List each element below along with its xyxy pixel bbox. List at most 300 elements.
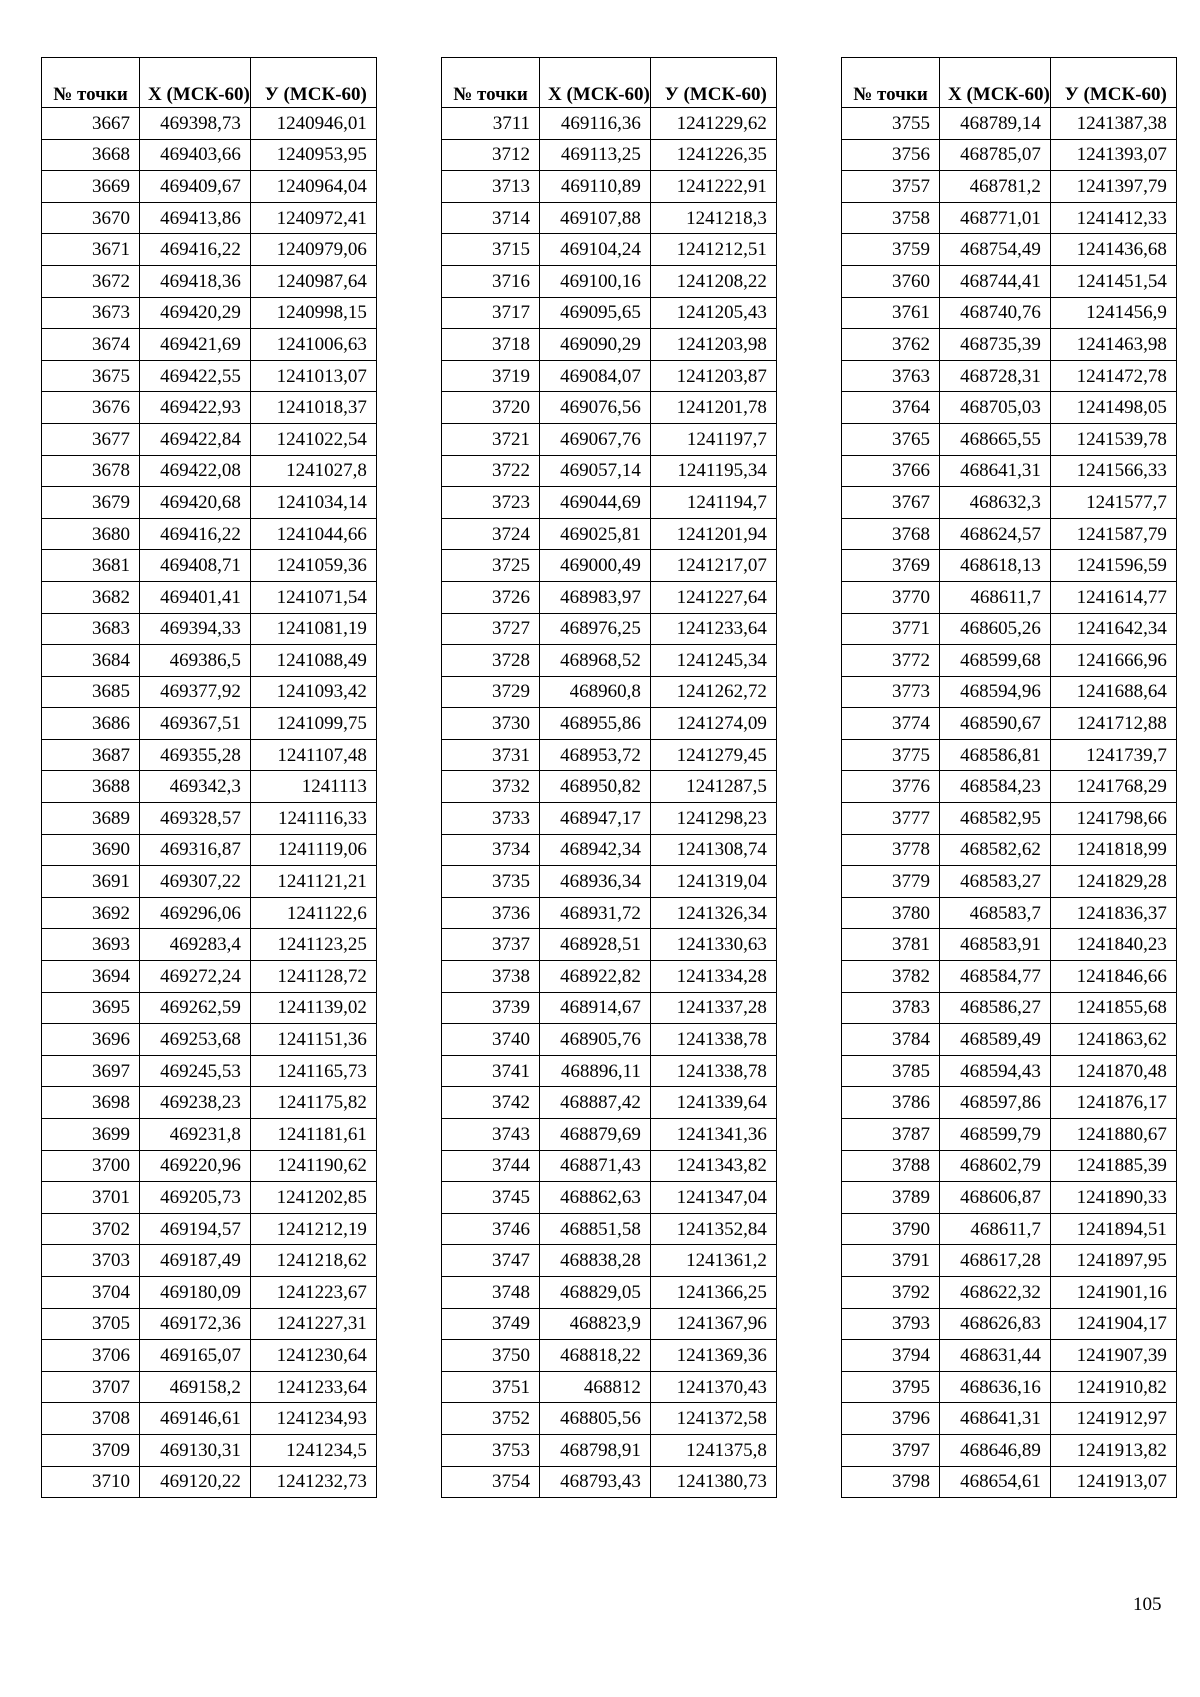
table-row bbox=[842, 803, 1177, 835]
y-coordinate-cell: 1241226,35 bbox=[650, 139, 776, 171]
point-number-cell: 3680 bbox=[42, 518, 140, 550]
y-coordinate-cell: 1241181,61 bbox=[250, 1119, 376, 1151]
y-coordinate-cell: 1240953,95 bbox=[250, 139, 376, 171]
x-coordinate-cell: 468617,28 bbox=[940, 1245, 1051, 1277]
y-coordinate-cell: 1241212,51 bbox=[650, 234, 776, 266]
table-row bbox=[42, 929, 377, 961]
y-coordinate-cell: 1241099,75 bbox=[250, 708, 376, 740]
header-x: Х (МСК-60) bbox=[140, 58, 251, 108]
header-point-number: № точки bbox=[442, 58, 540, 108]
x-coordinate-cell: 469262,59 bbox=[140, 992, 251, 1024]
y-coordinate-cell: 1241234,5 bbox=[250, 1434, 376, 1466]
table-row bbox=[442, 1466, 777, 1498]
y-coordinate-cell: 1241279,45 bbox=[650, 739, 776, 771]
point-number-cell: 3716 bbox=[442, 265, 540, 297]
y-coordinate-cell: 1241890,33 bbox=[1050, 1182, 1176, 1214]
table-row bbox=[42, 676, 377, 708]
point-number-cell: 3772 bbox=[842, 645, 940, 677]
point-number-cell: 3693 bbox=[42, 929, 140, 961]
point-number-cell: 3745 bbox=[442, 1182, 540, 1214]
x-coordinate-cell: 469116,36 bbox=[540, 108, 651, 140]
x-coordinate-cell: 469416,22 bbox=[140, 518, 251, 550]
x-coordinate-cell: 468611,7 bbox=[940, 1213, 1051, 1245]
y-coordinate-cell: 1241412,33 bbox=[1050, 202, 1176, 234]
x-coordinate-cell: 468622,32 bbox=[940, 1276, 1051, 1308]
table-row bbox=[42, 487, 377, 519]
point-number-cell: 3714 bbox=[442, 202, 540, 234]
point-number-cell: 3729 bbox=[442, 676, 540, 708]
table-row bbox=[42, 234, 377, 266]
point-number-cell: 3766 bbox=[842, 455, 940, 487]
point-number-cell: 3796 bbox=[842, 1403, 940, 1435]
point-number-cell: 3705 bbox=[42, 1308, 140, 1340]
table-row bbox=[42, 961, 377, 993]
point-number-cell: 3688 bbox=[42, 771, 140, 803]
table-row bbox=[442, 171, 777, 203]
point-number-cell: 3678 bbox=[42, 455, 140, 487]
x-coordinate-cell: 469328,57 bbox=[140, 803, 251, 835]
x-coordinate-cell: 468922,82 bbox=[540, 961, 651, 993]
y-coordinate-cell: 1241587,79 bbox=[1050, 518, 1176, 550]
x-coordinate-cell: 468960,8 bbox=[540, 676, 651, 708]
y-coordinate-cell: 1241880,67 bbox=[1050, 1119, 1176, 1151]
table-row bbox=[842, 360, 1177, 392]
table-row bbox=[842, 708, 1177, 740]
point-number-cell: 3706 bbox=[42, 1340, 140, 1372]
y-coordinate-cell: 1241798,66 bbox=[1050, 803, 1176, 835]
table-row bbox=[842, 487, 1177, 519]
x-coordinate-cell: 468626,83 bbox=[940, 1308, 1051, 1340]
table-row bbox=[442, 866, 777, 898]
y-coordinate-cell: 1241233,64 bbox=[250, 1371, 376, 1403]
point-number-cell: 3762 bbox=[842, 329, 940, 361]
x-coordinate-cell: 468818,22 bbox=[540, 1340, 651, 1372]
x-coordinate-cell: 468606,87 bbox=[940, 1182, 1051, 1214]
y-coordinate-cell: 1241338,78 bbox=[650, 1055, 776, 1087]
x-coordinate-cell: 468793,43 bbox=[540, 1466, 651, 1498]
point-number-cell: 3703 bbox=[42, 1245, 140, 1277]
x-coordinate-cell: 469194,57 bbox=[140, 1213, 251, 1245]
table-row bbox=[842, 1245, 1177, 1277]
table-row bbox=[442, 613, 777, 645]
point-number-cell: 3691 bbox=[42, 866, 140, 898]
y-coordinate-cell: 1241233,64 bbox=[650, 613, 776, 645]
y-coordinate-cell: 1241059,36 bbox=[250, 550, 376, 582]
x-coordinate-cell: 469416,22 bbox=[140, 234, 251, 266]
y-coordinate-cell: 1241107,48 bbox=[250, 739, 376, 771]
table-row bbox=[842, 1308, 1177, 1340]
table-row bbox=[442, 1213, 777, 1245]
x-coordinate-cell: 468599,68 bbox=[940, 645, 1051, 677]
y-coordinate-cell: 1241339,64 bbox=[650, 1087, 776, 1119]
y-coordinate-cell: 1241227,64 bbox=[650, 581, 776, 613]
x-coordinate-cell: 468754,49 bbox=[940, 234, 1051, 266]
y-coordinate-cell: 1241712,88 bbox=[1050, 708, 1176, 740]
table-row bbox=[842, 771, 1177, 803]
y-coordinate-cell: 1241113 bbox=[250, 771, 376, 803]
table-row bbox=[842, 1024, 1177, 1056]
point-number-cell: 3668 bbox=[42, 139, 140, 171]
table-row bbox=[42, 992, 377, 1024]
table-row bbox=[42, 1466, 377, 1498]
point-number-cell: 3710 bbox=[42, 1466, 140, 1498]
point-number-cell: 3728 bbox=[442, 645, 540, 677]
x-coordinate-cell: 469253,68 bbox=[140, 1024, 251, 1056]
x-coordinate-cell: 468950,82 bbox=[540, 771, 651, 803]
x-coordinate-cell: 468914,67 bbox=[540, 992, 651, 1024]
y-coordinate-cell: 1241907,39 bbox=[1050, 1340, 1176, 1372]
x-coordinate-cell: 468798,91 bbox=[540, 1434, 651, 1466]
table-row bbox=[442, 1245, 777, 1277]
y-coordinate-cell: 1241596,59 bbox=[1050, 550, 1176, 582]
y-coordinate-cell: 1241195,34 bbox=[650, 455, 776, 487]
table-row bbox=[842, 866, 1177, 898]
y-coordinate-cell: 1241201,78 bbox=[650, 392, 776, 424]
y-coordinate-cell: 1241829,28 bbox=[1050, 866, 1176, 898]
header-row bbox=[842, 58, 1177, 108]
table-row bbox=[842, 423, 1177, 455]
x-coordinate-cell: 469408,71 bbox=[140, 550, 251, 582]
x-coordinate-cell: 468862,63 bbox=[540, 1182, 651, 1214]
x-coordinate-cell: 468942,34 bbox=[540, 834, 651, 866]
x-coordinate-cell: 468896,11 bbox=[540, 1055, 651, 1087]
point-number-cell: 3771 bbox=[842, 613, 940, 645]
table-row bbox=[842, 202, 1177, 234]
table-row bbox=[842, 834, 1177, 866]
table-row bbox=[842, 1119, 1177, 1151]
point-number-cell: 3712 bbox=[442, 139, 540, 171]
x-coordinate-cell: 469165,07 bbox=[140, 1340, 251, 1372]
y-coordinate-cell: 1241116,33 bbox=[250, 803, 376, 835]
table-row bbox=[842, 297, 1177, 329]
table-row bbox=[842, 171, 1177, 203]
x-coordinate-cell: 469420,29 bbox=[140, 297, 251, 329]
point-number-cell: 3670 bbox=[42, 202, 140, 234]
x-coordinate-cell: 468812 bbox=[540, 1371, 651, 1403]
table-row bbox=[442, 676, 777, 708]
table-row bbox=[42, 1276, 377, 1308]
x-coordinate-cell: 468594,96 bbox=[940, 676, 1051, 708]
y-coordinate-cell: 1241319,04 bbox=[650, 866, 776, 898]
point-number-cell: 3746 bbox=[442, 1213, 540, 1245]
point-number-cell: 3765 bbox=[842, 423, 940, 455]
y-coordinate-cell: 1241688,64 bbox=[1050, 676, 1176, 708]
y-coordinate-cell: 1241846,66 bbox=[1050, 961, 1176, 993]
y-coordinate-cell: 1241197,7 bbox=[650, 423, 776, 455]
table-row bbox=[442, 581, 777, 613]
x-coordinate-cell: 469205,73 bbox=[140, 1182, 251, 1214]
y-coordinate-cell: 1241739,7 bbox=[1050, 739, 1176, 771]
coordinates-table-1 bbox=[41, 57, 377, 1498]
x-coordinate-cell: 469113,25 bbox=[540, 139, 651, 171]
y-coordinate-cell: 1240987,64 bbox=[250, 265, 376, 297]
table-row bbox=[842, 392, 1177, 424]
y-coordinate-cell: 1241855,68 bbox=[1050, 992, 1176, 1024]
x-coordinate-cell: 468931,72 bbox=[540, 897, 651, 929]
y-coordinate-cell: 1241338,78 bbox=[650, 1024, 776, 1056]
point-number-cell: 3742 bbox=[442, 1087, 540, 1119]
x-coordinate-cell: 468735,39 bbox=[940, 329, 1051, 361]
point-number-cell: 3674 bbox=[42, 329, 140, 361]
x-coordinate-cell: 468646,89 bbox=[940, 1434, 1051, 1466]
table-row bbox=[42, 265, 377, 297]
x-coordinate-cell: 469095,65 bbox=[540, 297, 651, 329]
y-coordinate-cell: 1241022,54 bbox=[250, 423, 376, 455]
x-coordinate-cell: 469158,2 bbox=[140, 1371, 251, 1403]
table-row bbox=[42, 1119, 377, 1151]
y-coordinate-cell: 1241768,29 bbox=[1050, 771, 1176, 803]
x-coordinate-cell: 468838,28 bbox=[540, 1245, 651, 1277]
table-row bbox=[42, 392, 377, 424]
point-number-cell: 3719 bbox=[442, 360, 540, 392]
table-row bbox=[842, 1055, 1177, 1087]
x-coordinate-cell: 468641,31 bbox=[940, 1403, 1051, 1435]
table-row bbox=[42, 171, 377, 203]
point-number-cell: 3738 bbox=[442, 961, 540, 993]
point-number-cell: 3759 bbox=[842, 234, 940, 266]
table-row bbox=[842, 1371, 1177, 1403]
point-number-cell: 3690 bbox=[42, 834, 140, 866]
point-number-cell: 3767 bbox=[842, 487, 940, 519]
x-coordinate-cell: 468590,67 bbox=[940, 708, 1051, 740]
y-coordinate-cell: 1241472,78 bbox=[1050, 360, 1176, 392]
point-number-cell: 3730 bbox=[442, 708, 540, 740]
x-coordinate-cell: 468781,2 bbox=[940, 171, 1051, 203]
y-coordinate-cell: 1241840,23 bbox=[1050, 929, 1176, 961]
table-row bbox=[442, 961, 777, 993]
table-row bbox=[42, 550, 377, 582]
table-row bbox=[42, 1055, 377, 1087]
point-number-cell: 3753 bbox=[442, 1434, 540, 1466]
y-coordinate-cell: 1241380,73 bbox=[650, 1466, 776, 1498]
table-row bbox=[42, 897, 377, 929]
table-row bbox=[42, 360, 377, 392]
y-coordinate-cell: 1241334,28 bbox=[650, 961, 776, 993]
point-number-cell: 3782 bbox=[842, 961, 940, 993]
y-coordinate-cell: 1241372,58 bbox=[650, 1403, 776, 1435]
x-coordinate-cell: 468618,13 bbox=[940, 550, 1051, 582]
table-row bbox=[842, 645, 1177, 677]
point-number-cell: 3740 bbox=[442, 1024, 540, 1056]
point-number-cell: 3750 bbox=[442, 1340, 540, 1372]
y-coordinate-cell: 1241614,77 bbox=[1050, 581, 1176, 613]
y-coordinate-cell: 1241870,48 bbox=[1050, 1055, 1176, 1087]
x-coordinate-cell: 468583,27 bbox=[940, 866, 1051, 898]
y-coordinate-cell: 1241577,7 bbox=[1050, 487, 1176, 519]
point-number-cell: 3743 bbox=[442, 1119, 540, 1151]
y-coordinate-cell: 1241205,43 bbox=[650, 297, 776, 329]
table-row bbox=[442, 1024, 777, 1056]
x-coordinate-cell: 468584,23 bbox=[940, 771, 1051, 803]
table-row bbox=[442, 834, 777, 866]
point-number-cell: 3747 bbox=[442, 1245, 540, 1277]
x-coordinate-cell: 469422,84 bbox=[140, 423, 251, 455]
y-coordinate-cell: 1241901,16 bbox=[1050, 1276, 1176, 1308]
table-row bbox=[842, 265, 1177, 297]
point-number-cell: 3776 bbox=[842, 771, 940, 803]
x-coordinate-cell: 468641,31 bbox=[940, 455, 1051, 487]
x-coordinate-cell: 468851,58 bbox=[540, 1213, 651, 1245]
header-point-number: № точки bbox=[842, 58, 940, 108]
y-coordinate-cell: 1241341,36 bbox=[650, 1119, 776, 1151]
point-number-cell: 3708 bbox=[42, 1403, 140, 1435]
table-row bbox=[842, 992, 1177, 1024]
table-row bbox=[42, 1434, 377, 1466]
table-row bbox=[442, 108, 777, 140]
point-number-cell: 3722 bbox=[442, 455, 540, 487]
table-row bbox=[42, 1150, 377, 1182]
x-coordinate-cell: 469000,49 bbox=[540, 550, 651, 582]
y-coordinate-cell: 1241361,2 bbox=[650, 1245, 776, 1277]
table-row bbox=[842, 897, 1177, 929]
table-row bbox=[42, 1308, 377, 1340]
table-row bbox=[42, 708, 377, 740]
table-row bbox=[442, 234, 777, 266]
point-number-cell: 3769 bbox=[842, 550, 940, 582]
y-coordinate-cell: 1241330,63 bbox=[650, 929, 776, 961]
x-coordinate-cell: 468829,05 bbox=[540, 1276, 651, 1308]
y-coordinate-cell: 1241093,42 bbox=[250, 676, 376, 708]
y-coordinate-cell: 1241202,85 bbox=[250, 1182, 376, 1214]
point-number-cell: 3761 bbox=[842, 297, 940, 329]
table-row bbox=[842, 1150, 1177, 1182]
x-coordinate-cell: 469413,86 bbox=[140, 202, 251, 234]
point-number-cell: 3798 bbox=[842, 1466, 940, 1498]
coordinates-table-3 bbox=[841, 57, 1177, 1498]
y-coordinate-cell: 1241139,02 bbox=[250, 992, 376, 1024]
x-coordinate-cell: 468611,7 bbox=[940, 581, 1051, 613]
table-row bbox=[442, 1308, 777, 1340]
x-coordinate-cell: 469401,41 bbox=[140, 581, 251, 613]
x-coordinate-cell: 468771,01 bbox=[940, 202, 1051, 234]
y-coordinate-cell: 1241397,79 bbox=[1050, 171, 1176, 203]
point-number-cell: 3792 bbox=[842, 1276, 940, 1308]
y-coordinate-cell: 1241006,63 bbox=[250, 329, 376, 361]
x-coordinate-cell: 468928,51 bbox=[540, 929, 651, 961]
y-coordinate-cell: 1241165,73 bbox=[250, 1055, 376, 1087]
y-coordinate-cell: 1241876,17 bbox=[1050, 1087, 1176, 1119]
header-y: У (МСК-60) bbox=[1050, 58, 1176, 108]
table-row bbox=[442, 645, 777, 677]
table-row bbox=[842, 550, 1177, 582]
y-coordinate-cell: 1241913,82 bbox=[1050, 1434, 1176, 1466]
y-coordinate-cell: 1241229,62 bbox=[650, 108, 776, 140]
table-row bbox=[442, 1182, 777, 1214]
point-number-cell: 3794 bbox=[842, 1340, 940, 1372]
y-coordinate-cell: 1241222,91 bbox=[650, 171, 776, 203]
x-coordinate-cell: 469421,69 bbox=[140, 329, 251, 361]
x-coordinate-cell: 469231,8 bbox=[140, 1119, 251, 1151]
point-number-cell: 3788 bbox=[842, 1150, 940, 1182]
y-coordinate-cell: 1241027,8 bbox=[250, 455, 376, 487]
table-row bbox=[442, 1276, 777, 1308]
header-row bbox=[442, 58, 777, 108]
x-coordinate-cell: 468632,3 bbox=[940, 487, 1051, 519]
x-coordinate-cell: 469377,92 bbox=[140, 676, 251, 708]
table-row bbox=[442, 550, 777, 582]
x-coordinate-cell: 468584,77 bbox=[940, 961, 1051, 993]
table-row bbox=[42, 1024, 377, 1056]
y-coordinate-cell: 1241274,09 bbox=[650, 708, 776, 740]
point-number-cell: 3681 bbox=[42, 550, 140, 582]
y-coordinate-cell: 1241912,97 bbox=[1050, 1403, 1176, 1435]
point-number-cell: 3735 bbox=[442, 866, 540, 898]
table-row bbox=[842, 613, 1177, 645]
point-number-cell: 3778 bbox=[842, 834, 940, 866]
header-point-number: № точки bbox=[42, 58, 140, 108]
point-number-cell: 3684 bbox=[42, 645, 140, 677]
y-coordinate-cell: 1241910,82 bbox=[1050, 1371, 1176, 1403]
point-number-cell: 3675 bbox=[42, 360, 140, 392]
table-row bbox=[442, 202, 777, 234]
table-row bbox=[42, 866, 377, 898]
x-coordinate-cell: 468785,07 bbox=[940, 139, 1051, 171]
y-coordinate-cell: 1241234,93 bbox=[250, 1403, 376, 1435]
point-number-cell: 3672 bbox=[42, 265, 140, 297]
y-coordinate-cell: 1241287,5 bbox=[650, 771, 776, 803]
x-coordinate-cell: 469418,36 bbox=[140, 265, 251, 297]
point-number-cell: 3715 bbox=[442, 234, 540, 266]
y-coordinate-cell: 1241203,98 bbox=[650, 329, 776, 361]
x-coordinate-cell: 469107,88 bbox=[540, 202, 651, 234]
point-number-cell: 3777 bbox=[842, 803, 940, 835]
header-x: Х (МСК-60) bbox=[940, 58, 1051, 108]
x-coordinate-cell: 469100,16 bbox=[540, 265, 651, 297]
x-coordinate-cell: 469342,3 bbox=[140, 771, 251, 803]
x-coordinate-cell: 469076,56 bbox=[540, 392, 651, 424]
x-coordinate-cell: 468599,79 bbox=[940, 1119, 1051, 1151]
table-row bbox=[42, 329, 377, 361]
table-row bbox=[442, 1340, 777, 1372]
x-coordinate-cell: 468955,86 bbox=[540, 708, 651, 740]
x-coordinate-cell: 468583,91 bbox=[940, 929, 1051, 961]
y-coordinate-cell: 1241121,21 bbox=[250, 866, 376, 898]
table-row bbox=[842, 518, 1177, 550]
x-coordinate-cell: 469409,67 bbox=[140, 171, 251, 203]
y-coordinate-cell: 1241436,68 bbox=[1050, 234, 1176, 266]
y-coordinate-cell: 1241245,34 bbox=[650, 645, 776, 677]
point-number-cell: 3791 bbox=[842, 1245, 940, 1277]
table-row bbox=[442, 803, 777, 835]
x-coordinate-cell: 469403,66 bbox=[140, 139, 251, 171]
y-coordinate-cell: 1241151,36 bbox=[250, 1024, 376, 1056]
x-coordinate-cell: 469172,36 bbox=[140, 1308, 251, 1340]
point-number-cell: 3751 bbox=[442, 1371, 540, 1403]
table-row bbox=[442, 518, 777, 550]
table-row bbox=[442, 455, 777, 487]
table-row bbox=[442, 897, 777, 929]
y-coordinate-cell: 1241232,73 bbox=[250, 1466, 376, 1498]
x-coordinate-cell: 469238,23 bbox=[140, 1087, 251, 1119]
point-number-cell: 3780 bbox=[842, 897, 940, 929]
x-coordinate-cell: 469090,29 bbox=[540, 329, 651, 361]
x-coordinate-cell: 468602,79 bbox=[940, 1150, 1051, 1182]
x-coordinate-cell: 468631,44 bbox=[940, 1340, 1051, 1372]
table-row bbox=[842, 961, 1177, 993]
x-coordinate-cell: 469422,55 bbox=[140, 360, 251, 392]
point-number-cell: 3717 bbox=[442, 297, 540, 329]
point-number-cell: 3736 bbox=[442, 897, 540, 929]
y-coordinate-cell: 1241201,94 bbox=[650, 518, 776, 550]
table-row bbox=[442, 265, 777, 297]
table-row bbox=[842, 455, 1177, 487]
table-row bbox=[842, 1340, 1177, 1372]
y-coordinate-cell: 1240998,15 bbox=[250, 297, 376, 329]
x-coordinate-cell: 469025,81 bbox=[540, 518, 651, 550]
y-coordinate-cell: 1241894,51 bbox=[1050, 1213, 1176, 1245]
table-row bbox=[442, 1087, 777, 1119]
table-row bbox=[42, 108, 377, 140]
